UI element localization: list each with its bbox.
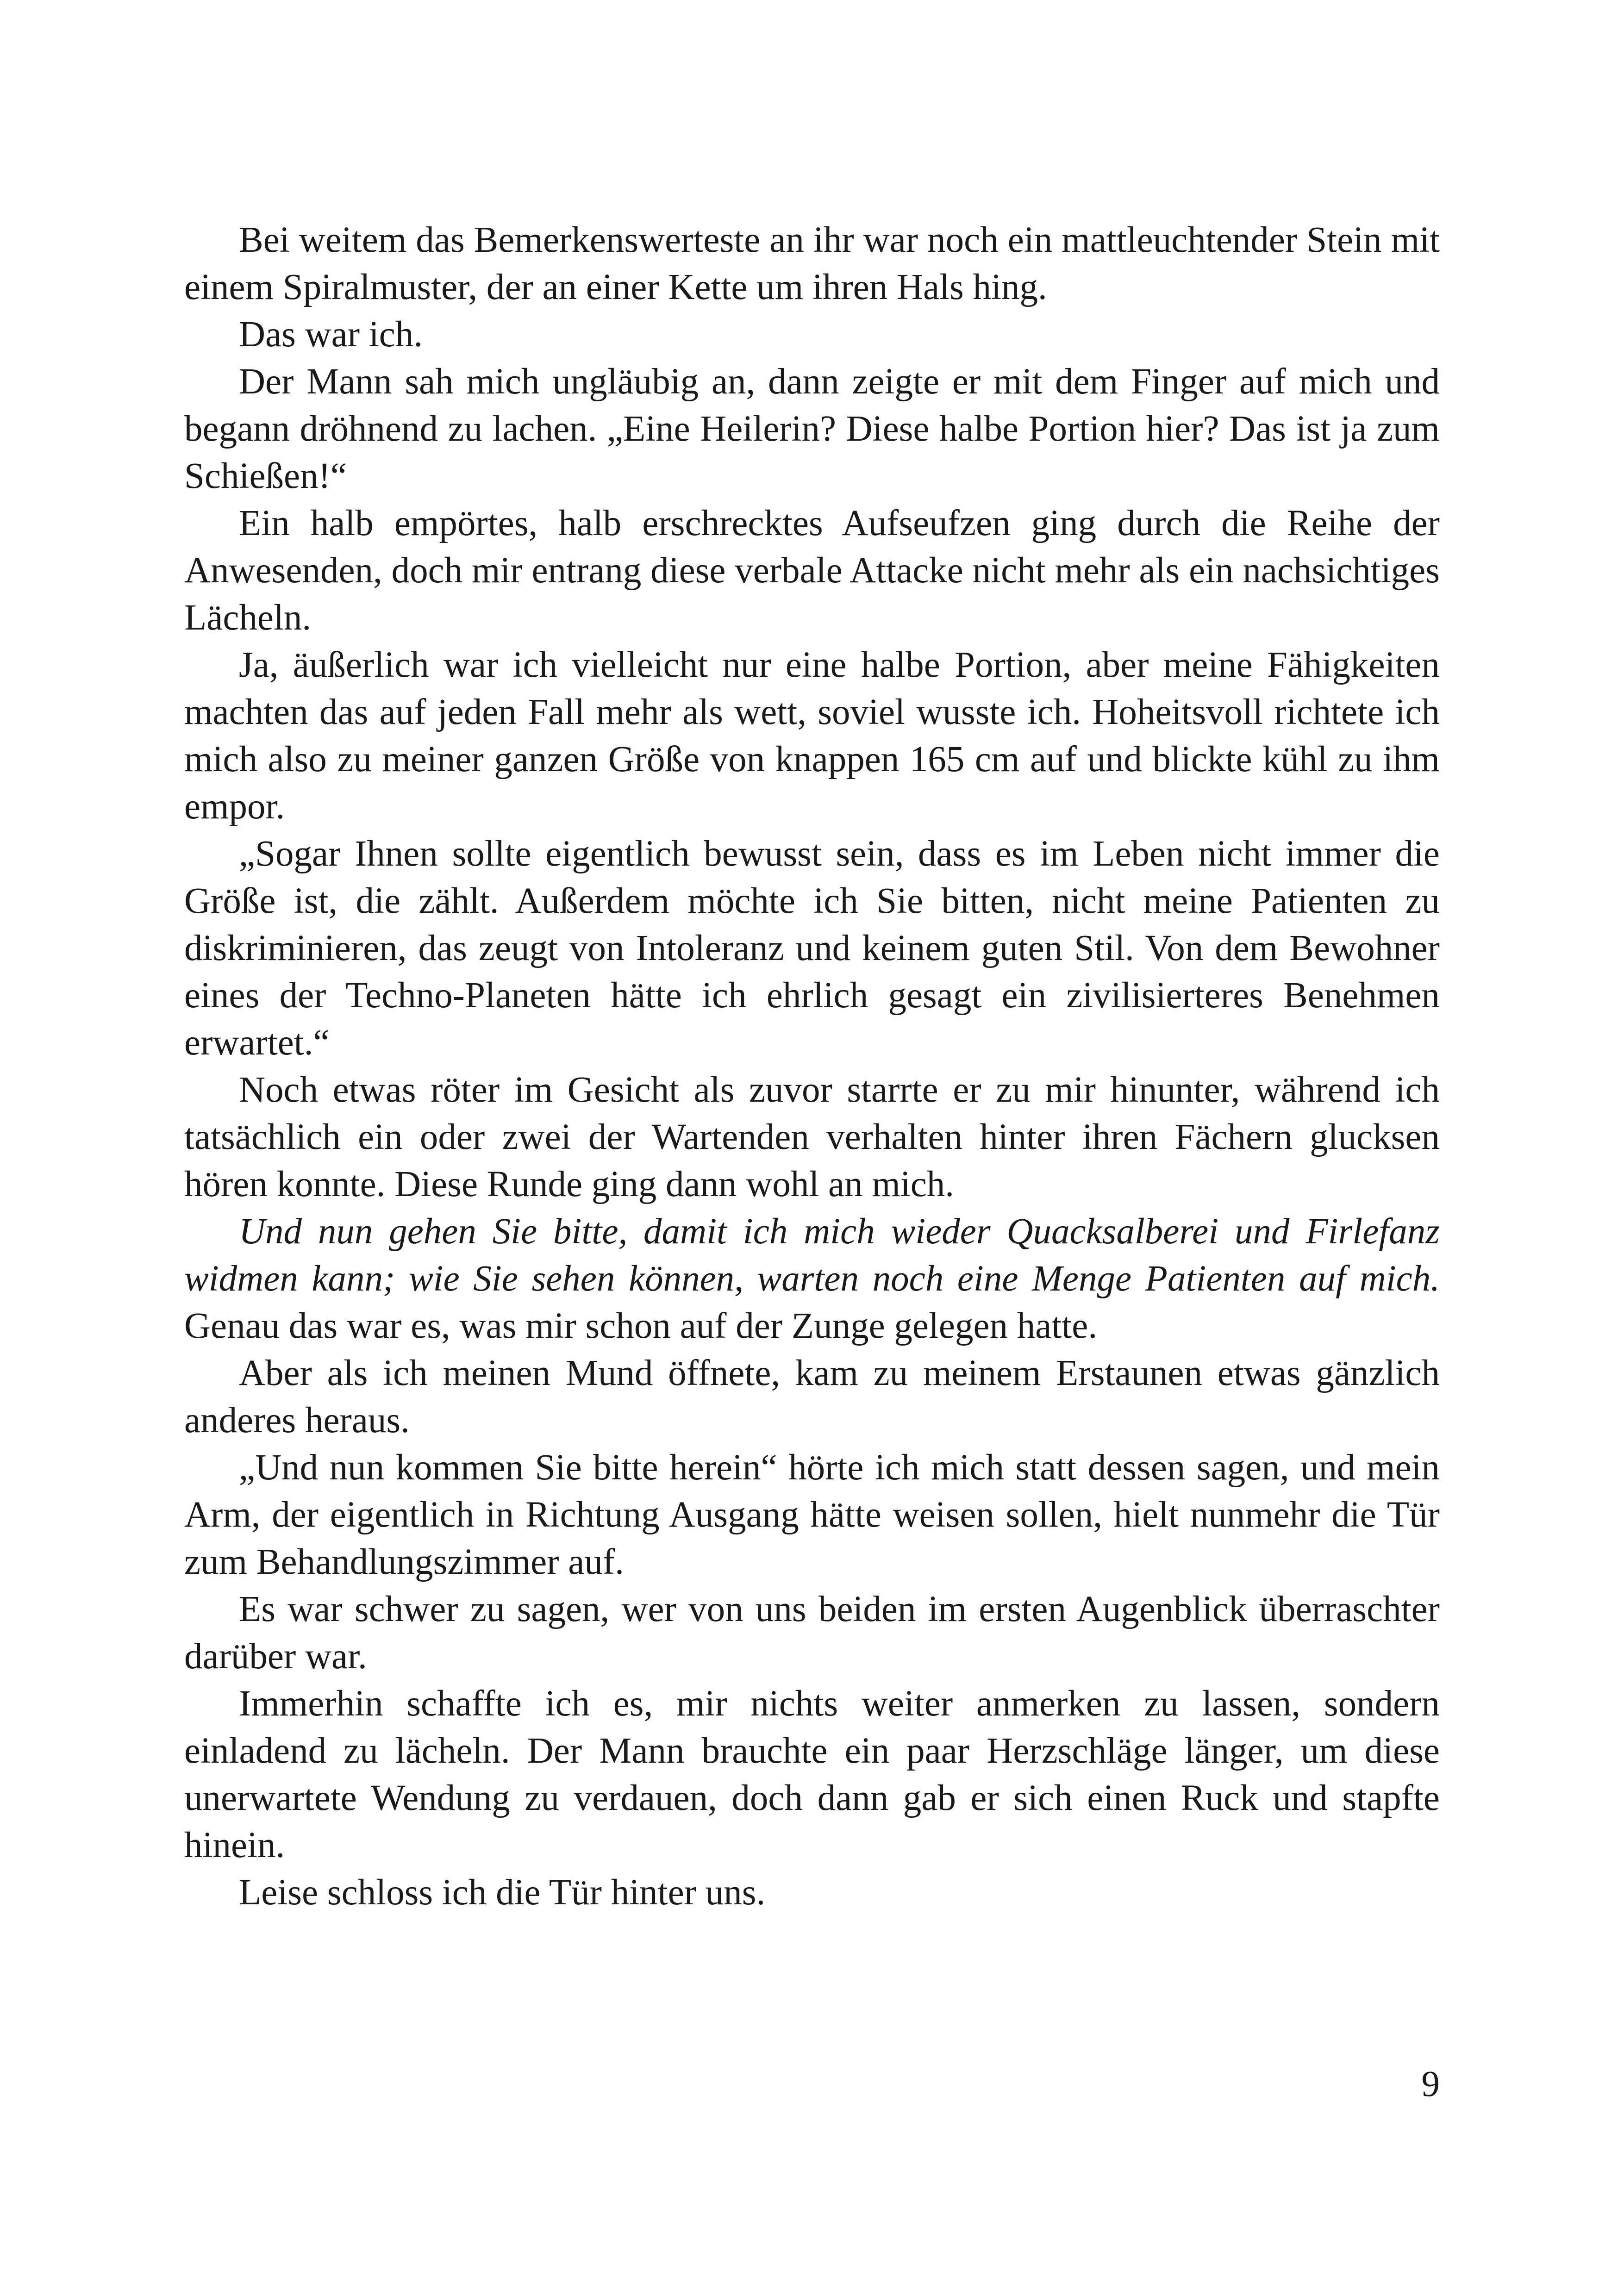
paragraph: Es war schwer zu sagen, wer von uns beiden im ersten Augenblick überraschter darüber war. [184,1589,1440,1677]
paragraph: Noch etwas röter im Gesicht als zuvor starrte er zu mir hinunter, während ich tatsächlich ein oder zwei der Wartenden verhalten hinter ihren Fächern glucksen hören konnte. Diese Runde ging dann wohl an mich. [184,1070,1440,1204]
paragraph: Aber als ich meinen Mund öffnete, kam zu meinem Erstaunen etwas gänzlich anderes heraus. [184,1353,1440,1441]
body-text [184,217,1440,1916]
paragraph: Ein halb empörtes, halb erschrecktes Aufseufzen ging durch die Reihe der Anwesenden, doch mir entrang diese verbale Attacke nicht mehr als ein nachsichtiges Lächeln. [184,503,1440,638]
paragraph: „Und nun kommen Sie bitte herein“ hörte ich mich statt dessen sagen, und mein Arm, der eigentlich in Richtung Ausgang hätte weisen sollen, hielt nunmehr die Tür zum Behandlungszimmer auf. [184,1447,1440,1582]
paragraph: Bei weitem das Bemerkenswerteste an ihr war noch ein mattleuchtender Stein mit einem Spiralmuster, der an einer Kette um ihren Hals hing. [184,220,1440,307]
paragraph: Ja, äußerlich war ich vielleicht nur eine halbe Portion, aber meine Fähigkeiten machten das auf jeden Fall mehr als wett, soviel wusste ich. Hoheitsvoll richtete ich mich also zu meiner ganzen Größe von knappen 165 cm auf und blickte kühl zu ihm empor. [184,645,1440,827]
paragraph: „Sogar Ihnen sollte eigentlich bewusst sein, dass es im Leben nicht immer die Größe ist, die zählt. Außerdem möchte ich Sie bitten, nicht meine Patienten zu diskriminieren, das zeugt von Intoleranz und keinem guten Stil. Von dem Bewohner eines der Techno-Planeten hätte ich ehrlich gesagt ein zivilisierteres Benehmen erwartet.“ [184,834,1440,1063]
page-number: 9 [1421,2064,1440,2104]
paragraph: Leise schloss ich die Tür hinter uns. [239,1872,766,1913]
paragraph: Der Mann sah mich ungläubig an, dann zeigte er mit dem Finger auf mich und begann dröhnend zu lachen. „Eine Heilerin? Diese halbe Portion hier? Das ist ja zum Schießen!“ [184,362,1440,496]
paragraph: Immerhin schaffte ich es, mir nichts weiter anmerken zu lassen, sondern einladend zu lächeln. Der Mann brauchte ein paar Herzschläge länger, um diese unerwartete Wendung zu verdauen, doch dann gab er sich einen Ruck und stapfte hinein. [184,1684,1440,1865]
paragraph [184,1208,1440,1350]
italic-thought: Und nun gehen Sie bitte, damit ich mich wieder Quacksalberei und Firlefanz widmen kann; wie Sie sehen können, warten noch eine Menge Patienten auf mich. [184,1211,1440,1299]
paragraph: Das war ich. [239,314,423,355]
paragraph-continuation: Genau das war es, was mir schon auf der Zunge gelegen hatte. [184,1306,1098,1346]
